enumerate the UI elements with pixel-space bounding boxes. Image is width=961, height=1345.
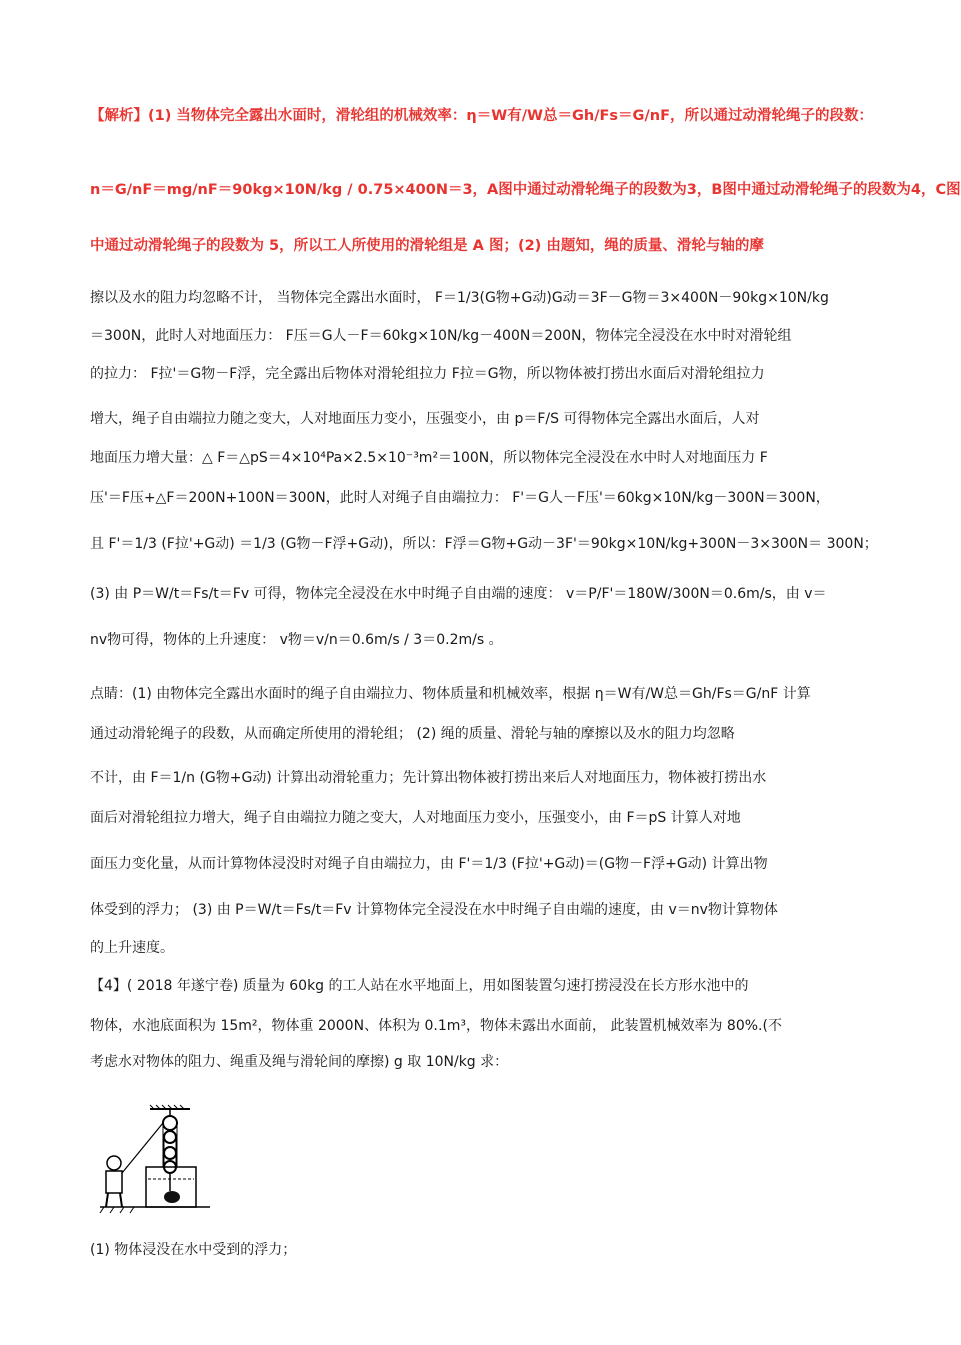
- notes-line-6: 体受到的浮力； (3) 由 P＝W/t＝Fs/t＝Fv 计算物体完全浸没在水中时绳子自由端的速度，由 v＝nv物计算物体: [90, 902, 778, 918]
- analysis-line-12: nv物可得，物体的上升速度： v物＝v/n＝0.6m/s / 3＝0.2m/s 。: [90, 632, 503, 648]
- analysis-line-9: 压'＝F压+△F＝200N+100N＝300N，此时人对绳子自由端拉力： F'＝G人－F压'＝60kg×10N/kg－300N＝300N，: [90, 490, 830, 506]
- pulley-diagram: [100, 1105, 210, 1215]
- problem-line-2: 物体，水池底面积为 15m²，物体重 2000N、体积为 0.1m³，物体未露出水面前， 此装置机械效率为 80%.(不: [90, 1018, 782, 1034]
- worker-figure: [106, 1156, 122, 1207]
- analysis-line-1: 【解析】(1) 当物体完全露出水面时，滑轮组的机械效率：η＝W有/W总＝Gh/Fs＝G/nF，所以通过动滑轮绳子的段数：: [90, 108, 873, 124]
- notes-line-4: 面后对滑轮组拉力增大，绳子自由端拉力随之变大，人对地面压力变小，压强变小，由 F＝pS 计算人对地: [90, 810, 741, 826]
- analysis-line-3: 中通过动滑轮绳子的段数为 5，所以工人所使用的滑轮组是 A 图；(2) 由题知，绳的质量、滑轮与轴的摩: [90, 238, 764, 254]
- problem-line-1: 【4】( 2018 年遂宁卷) 质量为 60kg 的工人站在水平地面上，用如图装置匀速打捞浸没在长方形水池中的: [90, 978, 749, 994]
- analysis-line-4: 擦以及水的阻力均忽略不计， 当物体完全露出水面时， F＝1/3(G物+G动)G动＝3F－G物＝3×400N－90kg×10N/kg: [90, 290, 829, 306]
- movable-pulley: [164, 1147, 176, 1173]
- question-1: (1) 物体浸没在水中受到的浮力；: [90, 1242, 297, 1258]
- problem-line-3: 考虑水对物体的阻力、绳重及绳与滑轮间的摩擦) g 取 10N/kg 求：: [90, 1054, 509, 1070]
- analysis-line-7: 增大，绳子自由端拉力随之变大，人对地面压力变小，压强变小，由 p＝F/S 可得物体完全露出水面后，人对: [90, 411, 760, 427]
- notes-line-7: 的上升速度。: [90, 940, 174, 956]
- notes-line-5: 面压力变化量，从而计算物体浸没时对绳子自由端拉力，由 F'＝1/3 (F拉'+G动)＝(G物－F浮+G动) 计算出物: [90, 856, 768, 872]
- notes-line-2: 通过动滑轮绳子的段数，从而确定所使用的滑轮组； (2) 绳的质量、滑轮与轴的摩擦以及水的阻力均忽略: [90, 726, 735, 742]
- analysis-line-6: 的拉力： F拉'＝G物－F浮，完全露出后物体对滑轮组拉力 F拉＝G物，所以物体被打捞出水面后对滑轮组拉力: [90, 366, 765, 382]
- ceiling-bar: [150, 1105, 190, 1109]
- analysis-line-2: n＝G/nF＝mg/nF＝90kg×10N/kg / 0.75×400N＝3，A图中通过动滑轮绳子的段数为3，B图中通过动滑轮绳子的段数为4，C图: [90, 182, 961, 198]
- analysis-line-5: ＝300N，此时人对地面压力： F压＝G人－F＝60kg×10N/kg－400N＝200N，物体完全浸没在水中时对滑轮组: [90, 328, 792, 344]
- analysis-line-8: 地面压力增大量：△ F＝△pS＝4×10⁴Pa×2.5×10⁻³m²＝100N，所以物体完全浸没在水中时人对地面压力 F: [90, 450, 768, 466]
- notes-line-1: 点睛：(1) 由物体完全露出水面时的绳子自由端拉力、物体质量和机械效率，根据 η＝W有/W总＝Gh/Fs＝G/nF 计算: [90, 686, 811, 702]
- analysis-line-11: (3) 由 P＝W/t＝Fs/t＝Fv 可得，物体完全浸没在水中时绳子自由端的速度： v＝P/F'＝180W/300N＝0.6m/s，由 v＝: [90, 586, 827, 602]
- analysis-line-10: 且 F'＝1/3 (F拉'+G动) ＝1/3 (G物－F浮+G动)，所以：F浮＝G物+G动－3F'＝90kg×10N/kg+300N－3×300N＝ 300N；: [90, 536, 878, 552]
- notes-line-3: 不计，由 F＝1/n (G物+G动) 计算出动滑轮重力；先计算出物体被打捞出来后人对地面压力，物体被打捞出水: [90, 770, 767, 786]
- fixed-pulley: [163, 1116, 177, 1143]
